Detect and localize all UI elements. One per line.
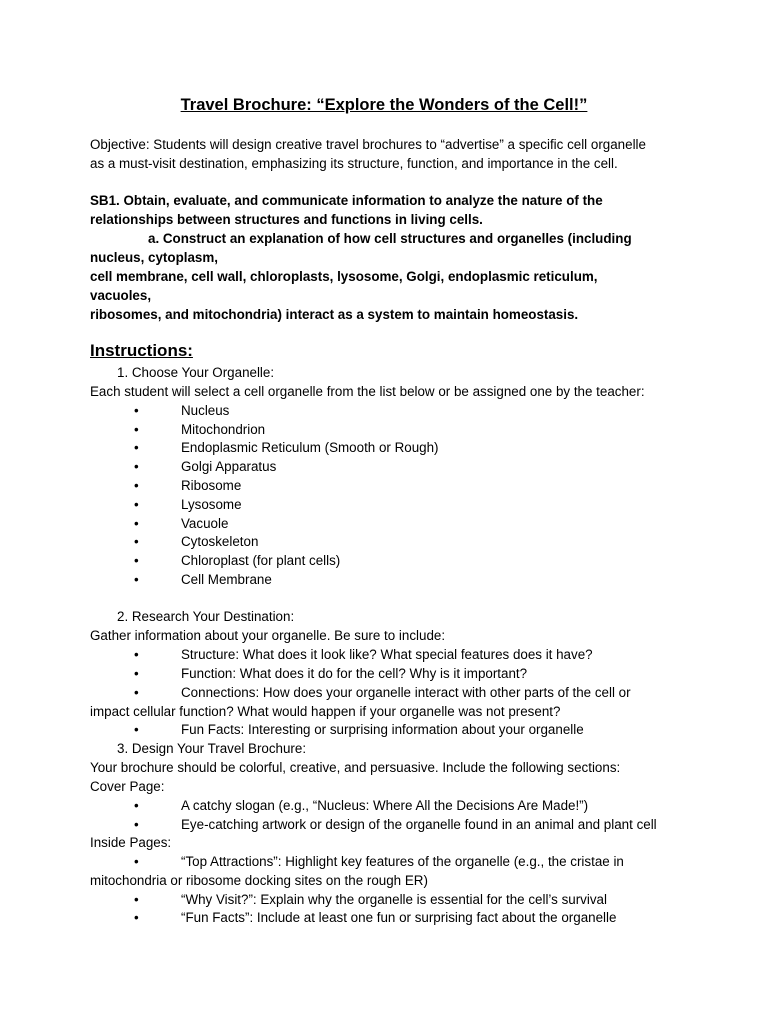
standard-line-4: nucleus, cytoplasm, (90, 250, 218, 265)
inside-item: “Why Visit?”: Explain why the organelle is essential for the cell’s survival (181, 892, 607, 907)
step-3-intro: Your brochure should be colorful, creative, and persuasive. Include the following sections: (90, 760, 621, 775)
standard-line-7: ribosomes, and mitochondria) interact as a system to maintain homeostasis. (90, 307, 579, 322)
organelle-item: Chloroplast (for plant cells) (181, 553, 341, 568)
inside-item-continuation: mitochondria or ribosome docking sites on the rough ER) (90, 873, 428, 888)
inside-item: “Top Attractions”: Highlight key features of the organelle (e.g., the cristae in (181, 854, 624, 869)
bullet-icon: • (134, 647, 139, 662)
objective-line-1: Objective: Students will design creative travel brochures to “advertise” a specific cell organelle (90, 137, 646, 152)
bullet-icon: • (134, 910, 139, 925)
bullet-icon: • (134, 459, 139, 474)
standard-line-3: a. Construct an explanation of how cell structures and organelles (including (148, 231, 632, 246)
step-1-label: 1. Choose Your Organelle: (117, 365, 275, 380)
organelle-item: Nucleus (181, 403, 230, 418)
organelle-item: Ribosome (181, 478, 242, 493)
standard-line-6: vacuoles, (90, 288, 152, 303)
bullet-icon: • (134, 817, 139, 832)
step-3-label: 3. Design Your Travel Brochure: (117, 741, 307, 756)
step-1-intro: Each student will select a cell organelle from the list below or be assigned one by the teacher: (90, 384, 645, 399)
standard-line-1: SB1. Obtain, evaluate, and communicate information to analyze the nature of the (90, 193, 603, 208)
cover-item: A catchy slogan (e.g., “Nucleus: Where All the Decisions Are Made!”) (181, 798, 589, 813)
research-item-continuation: impact cellular function? What would happen if your organelle was not present? (90, 704, 561, 719)
organelle-item: Endoplasmic Reticulum (Smooth or Rough) (181, 440, 439, 455)
step-2-label: 2. Research Your Destination: (117, 609, 295, 624)
bullet-icon: • (134, 798, 139, 813)
organelle-item: Mitochondrion (181, 422, 266, 437)
organelle-item: Cell Membrane (181, 572, 272, 587)
bullet-icon: • (134, 403, 139, 418)
document-title: Travel Brochure: “Explore the Wonders of the Cell!” (180, 96, 588, 114)
bullet-icon: • (134, 892, 139, 907)
objective-line-2: as a must-visit destination, emphasizing its structure, function, and importance in the cell. (90, 156, 618, 171)
cover-item: Eye-catching artwork or design of the organelle found in an animal and plant cell (181, 817, 657, 832)
standard-line-2: relationships between structures and functions in living cells. (90, 212, 483, 227)
bullet-icon: • (134, 516, 139, 531)
research-item: Structure: What does it look like? What special features does it have? (181, 647, 593, 662)
bullet-icon: • (134, 478, 139, 493)
step-2-intro: Gather information about your organelle. Be sure to include: (90, 628, 446, 643)
standard-line-5: cell membrane, cell wall, chloroplasts, lysosome, Golgi, endoplasmic reticulum, (90, 269, 598, 284)
bullet-icon: • (134, 572, 139, 587)
research-item: Fun Facts: Interesting or surprising information about your organelle (181, 722, 584, 737)
bullet-icon: • (134, 534, 139, 549)
inside-item: “Fun Facts”: Include at least one fun or surprising fact about the organelle (181, 910, 617, 925)
organelle-item: Lysosome (181, 497, 242, 512)
instructions-heading: Instructions: (90, 341, 193, 360)
bullet-icon: • (134, 666, 139, 681)
bullet-icon: • (134, 422, 139, 437)
organelle-item: Cytoskeleton (181, 534, 259, 549)
inside-pages-label: Inside Pages: (90, 835, 172, 850)
research-item: Function: What does it do for the cell? Why is it important? (181, 666, 528, 681)
bullet-icon: • (134, 685, 139, 700)
bullet-icon: • (134, 497, 139, 512)
organelle-item: Golgi Apparatus (181, 459, 277, 474)
bullet-icon: • (134, 722, 139, 737)
bullet-icon: • (134, 553, 139, 568)
bullet-icon: • (134, 854, 139, 869)
organelle-item: Vacuole (181, 516, 229, 531)
research-item: Connections: How does your organelle interact with other parts of the cell or (181, 685, 631, 700)
bullet-icon: • (134, 440, 139, 455)
cover-page-label: Cover Page: (90, 779, 165, 794)
